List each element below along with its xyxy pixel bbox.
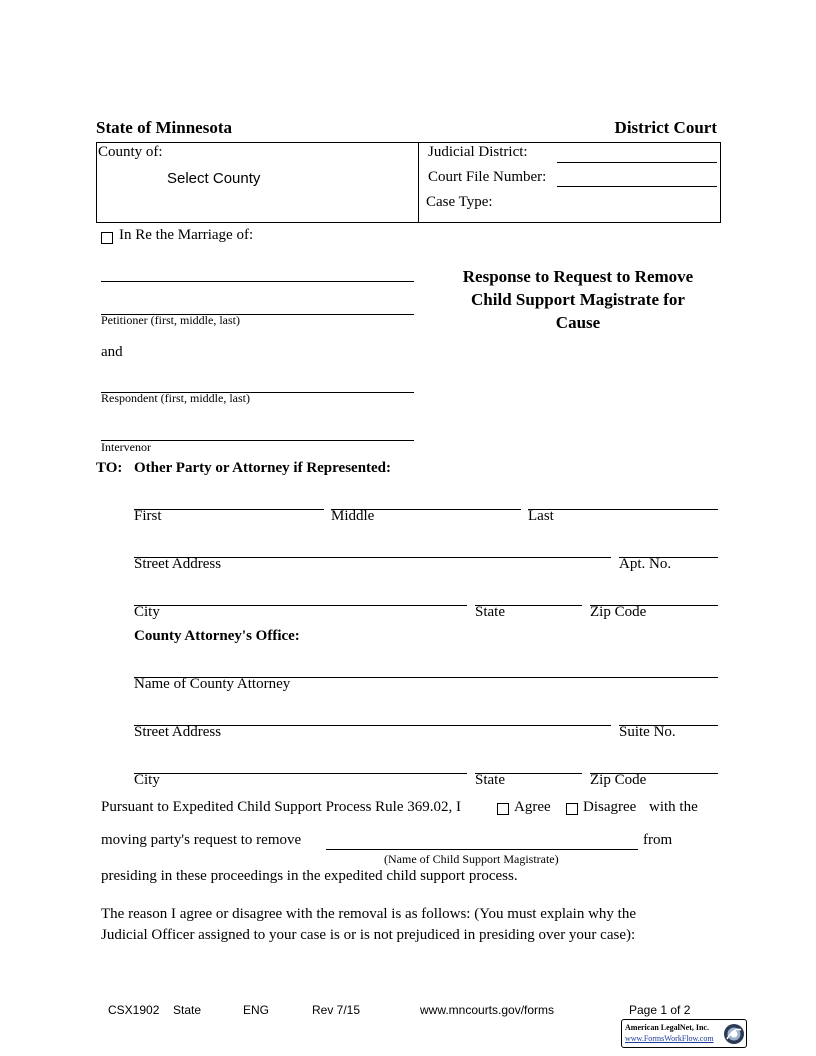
- county-attorney-name-label: Name of County Attorney: [134, 676, 291, 692]
- court-heading: District Court: [614, 118, 717, 137]
- last-name-field[interactable]: [528, 509, 718, 510]
- footer-language: ENG: [243, 1003, 270, 1017]
- footer-form-code: CSX1902: [108, 1003, 160, 1017]
- last-label: Last: [528, 508, 554, 524]
- case-type-label: Case Type:: [426, 194, 493, 210]
- street-address-label: Street Address: [134, 556, 222, 572]
- zip-label: Zip Code: [590, 604, 647, 620]
- respondent-label: Respondent (first, middle, last): [101, 391, 250, 405]
- agree-label: Agree: [514, 799, 551, 815]
- magistrate-caption: (Name of Child Support Magistrate): [384, 852, 559, 866]
- court-file-number-field[interactable]: [557, 186, 717, 187]
- caption-divider: [418, 142, 419, 223]
- from-text: from: [643, 832, 673, 848]
- city-label: City: [134, 604, 160, 620]
- ca-state-label: State: [475, 772, 505, 788]
- county-label: County of:: [98, 144, 163, 160]
- form-title: [440, 265, 716, 334]
- to-label: TO:: [96, 460, 123, 476]
- county-attorney-heading: County Attorney's Office:: [134, 628, 300, 644]
- agree-checkbox[interactable]: [497, 803, 509, 815]
- pursuant-text: Pursuant to Expedited Child Support Process Rule 369.02, I: [101, 799, 461, 815]
- logo-url[interactable]: www.FormsWorkFlow.com: [625, 1034, 714, 1043]
- city-field[interactable]: [134, 605, 467, 606]
- title-line-3: Cause: [555, 313, 601, 332]
- judicial-district-label: Judicial District:: [428, 144, 528, 160]
- ca-city-field[interactable]: [134, 773, 467, 774]
- footer-page-number: Page 1 of 2: [629, 1003, 691, 1017]
- county-select[interactable]: Select County: [167, 170, 261, 187]
- petitioner-line-1[interactable]: [101, 281, 414, 282]
- with-the-text: with the: [649, 799, 698, 815]
- intervenor-label: Intervenor: [101, 440, 151, 454]
- reason-line-2: Judicial Officer assigned to your case is or is not prejudiced in presiding over your case):: [101, 927, 636, 943]
- judicial-district-field[interactable]: [557, 162, 717, 163]
- ca-city-label: City: [134, 772, 160, 788]
- footer-website[interactable]: www.mncourts.gov/forms: [420, 1003, 555, 1017]
- logo-company: American LegalNet, Inc.: [625, 1023, 709, 1032]
- reason-line-1: The reason I agree or disagree with the removal is as follows: (You must explain why the: [101, 906, 637, 922]
- court-file-number-label: Court File Number:: [428, 169, 547, 185]
- to-heading: Other Party or Attorney if Represented:: [134, 460, 392, 476]
- magistrate-name-field[interactable]: [326, 849, 638, 850]
- ca-suite-no-label: Suite No.: [619, 724, 676, 740]
- legalnet-logo[interactable]: [621, 1019, 747, 1048]
- apt-no-label: Apt. No.: [619, 556, 672, 572]
- moving-party-text: moving party's request to remove: [101, 832, 302, 848]
- title-line-2: Child Support Magistrate for: [471, 290, 685, 309]
- and-text: and: [101, 344, 123, 360]
- ca-zip-label: Zip Code: [590, 772, 647, 788]
- state-label: State: [475, 604, 505, 620]
- footer-revision: Rev 7/15: [312, 1003, 361, 1017]
- logo-emblem-icon: [723, 1022, 745, 1046]
- title-line-1: Response to Request to Remove: [462, 267, 694, 286]
- presiding-text: presiding in these proceedings in the expedited child support process.: [101, 868, 518, 884]
- ca-street-address-label: Street Address: [134, 724, 222, 740]
- in-re-checkbox[interactable]: [101, 232, 113, 244]
- petitioner-label: Petitioner (first, middle, last): [101, 313, 240, 327]
- disagree-label: Disagree: [583, 799, 637, 815]
- footer-state: State: [173, 1003, 202, 1017]
- in-re-label: In Re the Marriage of:: [119, 227, 254, 243]
- state-heading: State of Minnesota: [96, 118, 232, 137]
- first-label: First: [134, 508, 162, 524]
- disagree-checkbox[interactable]: [566, 803, 578, 815]
- first-name-field[interactable]: [134, 509, 324, 510]
- middle-label: Middle: [331, 508, 375, 524]
